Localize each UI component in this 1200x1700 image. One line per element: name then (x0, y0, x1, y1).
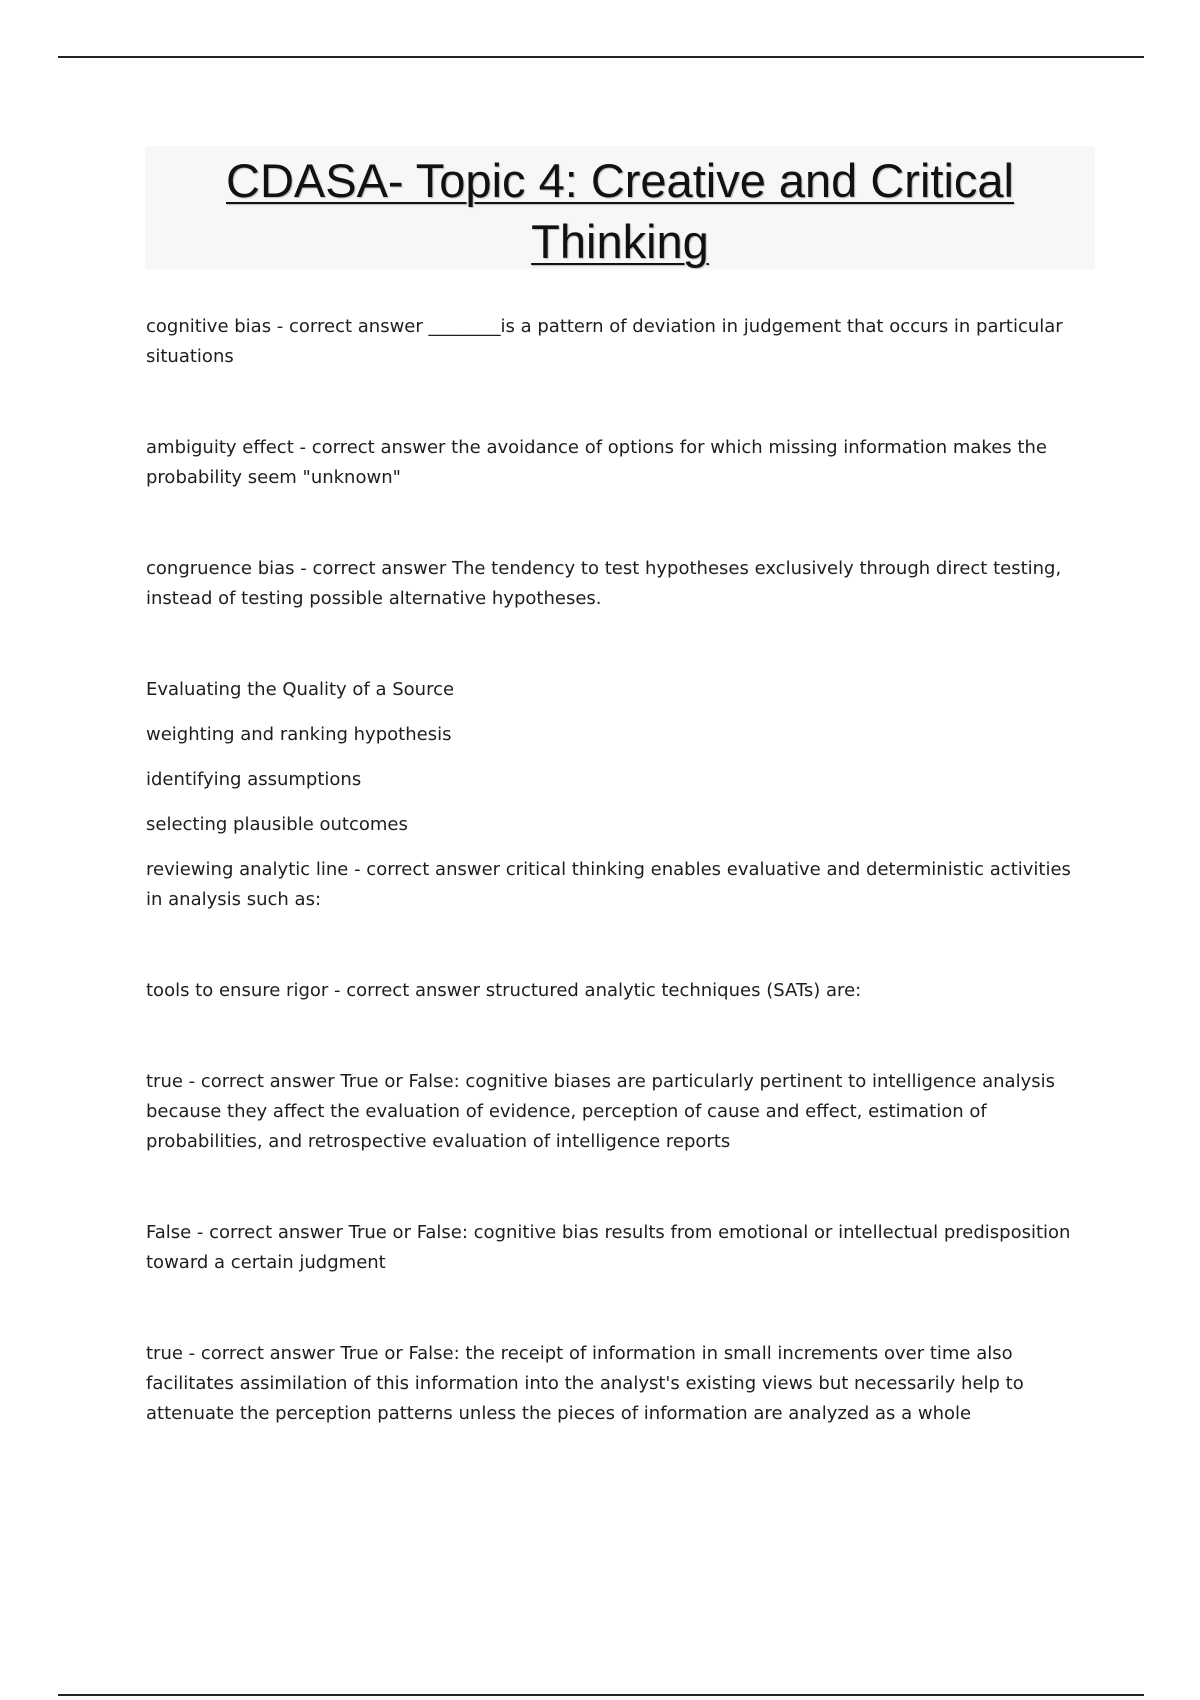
entry-tools-rigor: tools to ensure rigor - correct answer structured analytic techniques (SATs) are: (146, 980, 862, 1001)
title-line-2: Thinking (531, 215, 709, 268)
entry-evaluating-source: Evaluating the Quality of a Source (146, 679, 455, 700)
entry-identifying-assumptions: identifying assumptions (146, 769, 362, 790)
top-divider (58, 56, 1144, 58)
entry-ambiguity-effect: ambiguity effect - correct answer the avoidance of options for which missing information makes the probability seem "unknown" (146, 437, 1047, 488)
entry-reviewing-analytic-line: reviewing analytic line - correct answer critical thinking enables evaluative and deterministic activities in analysis such as: (146, 859, 1071, 910)
entry-congruence-bias: congruence bias - correct answer The tendency to test hypotheses exclusively through direct testing, instead of testing possible alternative hypotheses. (146, 558, 1062, 609)
bottom-divider (58, 1694, 1144, 1696)
entry-selecting-outcomes: selecting plausible outcomes (146, 814, 408, 835)
page-title (145, 146, 1095, 272)
entry-cognitive-bias: cognitive bias - correct answer ________is a pattern of deviation in judgement that occurs in particular situations (146, 316, 1063, 367)
entry-true-biases-pertinent: true - correct answer True or False: cognitive biases are particularly pertinent to intelligence analysis because they affect the evaluation of evidence, perception of cause and effect, estimation of probabilities, and retrospective evaluation of intelligence reports (146, 1071, 1055, 1152)
entry-true-small-increments: true - correct answer True or False: the receipt of information in small increments over time also facilitates assimilation of this information into the analyst's existing views but necessarily help to attenuate the perception patterns unless the pieces of information are analyzed as a whole (146, 1343, 1024, 1424)
flashcard-list (146, 312, 1086, 1429)
entry-weighting-ranking: weighting and ranking hypothesis (146, 724, 452, 745)
title-banner (145, 146, 1095, 269)
title-line-1: CDASA- Topic 4: Creative and Critical (226, 154, 1014, 207)
entry-false-predisposition: False - correct answer True or False: cognitive bias results from emotional or intellectual predisposition toward a certain judgment (146, 1222, 1071, 1273)
